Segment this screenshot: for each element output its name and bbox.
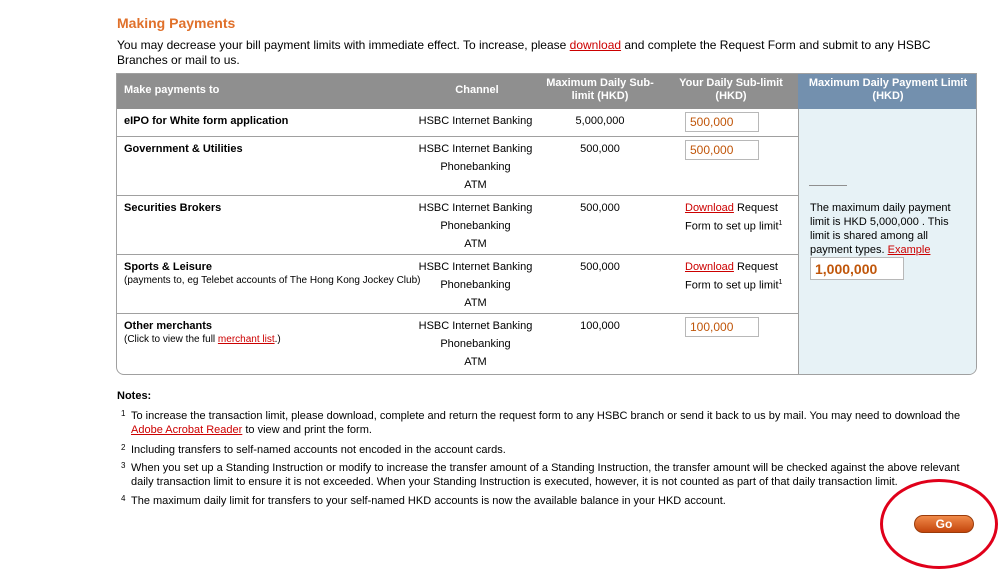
- download-link[interactable]: download: [569, 38, 622, 52]
- payment-limits-table: [116, 73, 977, 375]
- row-channels: [413, 112, 538, 130]
- adobe-reader-link[interactable]: Adobe Acrobat Reader: [131, 424, 243, 436]
- note-number: 4: [121, 494, 126, 503]
- intro-text: [117, 38, 977, 68]
- row-name: eIPO for White form application: [124, 115, 289, 127]
- note-text-end: to view and print the form.: [242, 424, 372, 436]
- request-form-note: [685, 260, 795, 294]
- max-limit-description: [810, 201, 970, 257]
- note-number: 1: [121, 409, 126, 418]
- subtext-pre: (Click to view the full: [124, 334, 218, 345]
- note-item: [131, 409, 961, 437]
- channel-internet-banking: HSBC Internet Banking: [418, 202, 533, 214]
- row-max-limit: 500,000: [580, 261, 620, 273]
- channel-internet-banking: HSBC Internet Banking: [418, 320, 533, 332]
- page-title: Making Payments: [117, 15, 236, 31]
- channel-phonebanking: Phonebanking: [440, 338, 511, 350]
- row-max-limit: 500,000: [580, 143, 620, 155]
- header-make-payments-to: Make payments to: [124, 84, 220, 96]
- eipo-limit-input[interactable]: [685, 112, 759, 132]
- securities-download-link[interactable]: Download: [685, 202, 734, 214]
- channel-internet-banking: HSBC Internet Banking: [418, 261, 533, 273]
- row-max-limit: 5,000,000: [575, 115, 625, 127]
- table-row-securities: [117, 196, 798, 255]
- request-form-note: [685, 201, 795, 235]
- intro-pre: You may decrease your bill payment limits with immediate effect. To increase, please: [117, 38, 570, 52]
- other-merchants-limit-input[interactable]: [685, 317, 759, 337]
- divider: [809, 185, 847, 186]
- channel-internet-banking: HSBC Internet Banking: [418, 115, 533, 127]
- request-form-text: Request Form to set up limit: [685, 202, 779, 233]
- row-max-limit: 500,000: [580, 202, 620, 214]
- header-max-daily-payment-limit-cell: [798, 74, 977, 109]
- channel-phonebanking: Phonebanking: [440, 220, 511, 232]
- example-link[interactable]: Example: [887, 244, 931, 256]
- table-row-eipo: [117, 109, 798, 137]
- max-daily-payment-limit-input[interactable]: [810, 257, 904, 280]
- channel-atm: ATM: [464, 238, 487, 250]
- channel-atm: ATM: [464, 297, 487, 309]
- row-channels: [413, 199, 538, 253]
- row-channels: [413, 140, 538, 194]
- channel-internet-banking: HSBC Internet Banking: [418, 143, 533, 155]
- header-channel: Channel: [455, 84, 499, 96]
- table-row-other-merchants: [117, 314, 798, 375]
- government-limit-input[interactable]: [685, 140, 759, 160]
- go-button[interactable]: Go: [914, 515, 974, 533]
- max-limit-text: The maximum daily payment limit is HKD 5,000,000 . This limit is shared among all payment types.: [810, 202, 951, 256]
- note-item: The maximum daily limit for transfers to your self-named HKD accounts is now the available balance in your HKD account.: [131, 495, 726, 507]
- max-daily-payment-limit-column: [798, 109, 977, 375]
- row-name: Other merchants: [124, 320, 213, 332]
- note-number: 3: [121, 461, 126, 470]
- note-text: To increase the transaction limit, please download, complete and return the request form to any HSBC branch or send it back to us by mail. You may need to download the: [131, 410, 961, 422]
- channel-phonebanking: Phonebanking: [440, 161, 511, 173]
- request-form-text: Request Form to set up limit: [685, 261, 779, 292]
- merchant-list-link[interactable]: merchant list: [217, 334, 275, 345]
- intro-post: and complete the Request Form and submit to any HSBC Branches or mail to us.: [117, 38, 931, 67]
- footnote-marker: 1: [778, 279, 783, 286]
- note-number: 2: [121, 443, 126, 452]
- table-row-government: [117, 137, 798, 196]
- sports-download-link[interactable]: Download: [685, 261, 734, 273]
- footnote-marker: 1: [778, 220, 783, 227]
- subtext-post: .): [274, 334, 281, 345]
- channel-atm: ATM: [464, 179, 487, 191]
- table-row-sports: [117, 255, 798, 314]
- row-name: Government & Utilities: [124, 143, 243, 155]
- row-name: Securities Brokers: [124, 202, 222, 214]
- row-max-limit: 100,000: [580, 320, 620, 332]
- row-subtext: [124, 334, 424, 346]
- table-header: [117, 74, 798, 109]
- header-your-daily-sub-limit: Your Daily Sub-limit (HKD): [679, 77, 783, 102]
- channel-atm: ATM: [464, 356, 487, 368]
- row-name: Sports & Leisure: [124, 261, 213, 273]
- row-subtext: (payments to, eg Telebet accounts of The Hong Kong Jockey Club): [124, 275, 421, 286]
- channel-phonebanking: Phonebanking: [440, 279, 511, 291]
- note-item: Including transfers to self-named accounts not encoded in the account cards.: [131, 444, 506, 456]
- row-channels: [413, 317, 538, 371]
- header-max-daily-sub-limit: Maximum Daily Sub-limit (HKD): [546, 77, 654, 102]
- row-channels: [413, 258, 538, 312]
- header-max-daily-payment-limit: Maximum Daily Payment Limit (HKD): [808, 77, 968, 102]
- note-item: When you set up a Standing Instruction or modify to increase the transfer amount of a Standing Instruction, the transfer amount will be checked against the above relevant daily transaction limit to ensure it is not exceeded. When your Standing Instruction is executed, however, it is not counted as part of that daily transaction limit.: [131, 462, 960, 488]
- notes-title: Notes:: [117, 390, 152, 402]
